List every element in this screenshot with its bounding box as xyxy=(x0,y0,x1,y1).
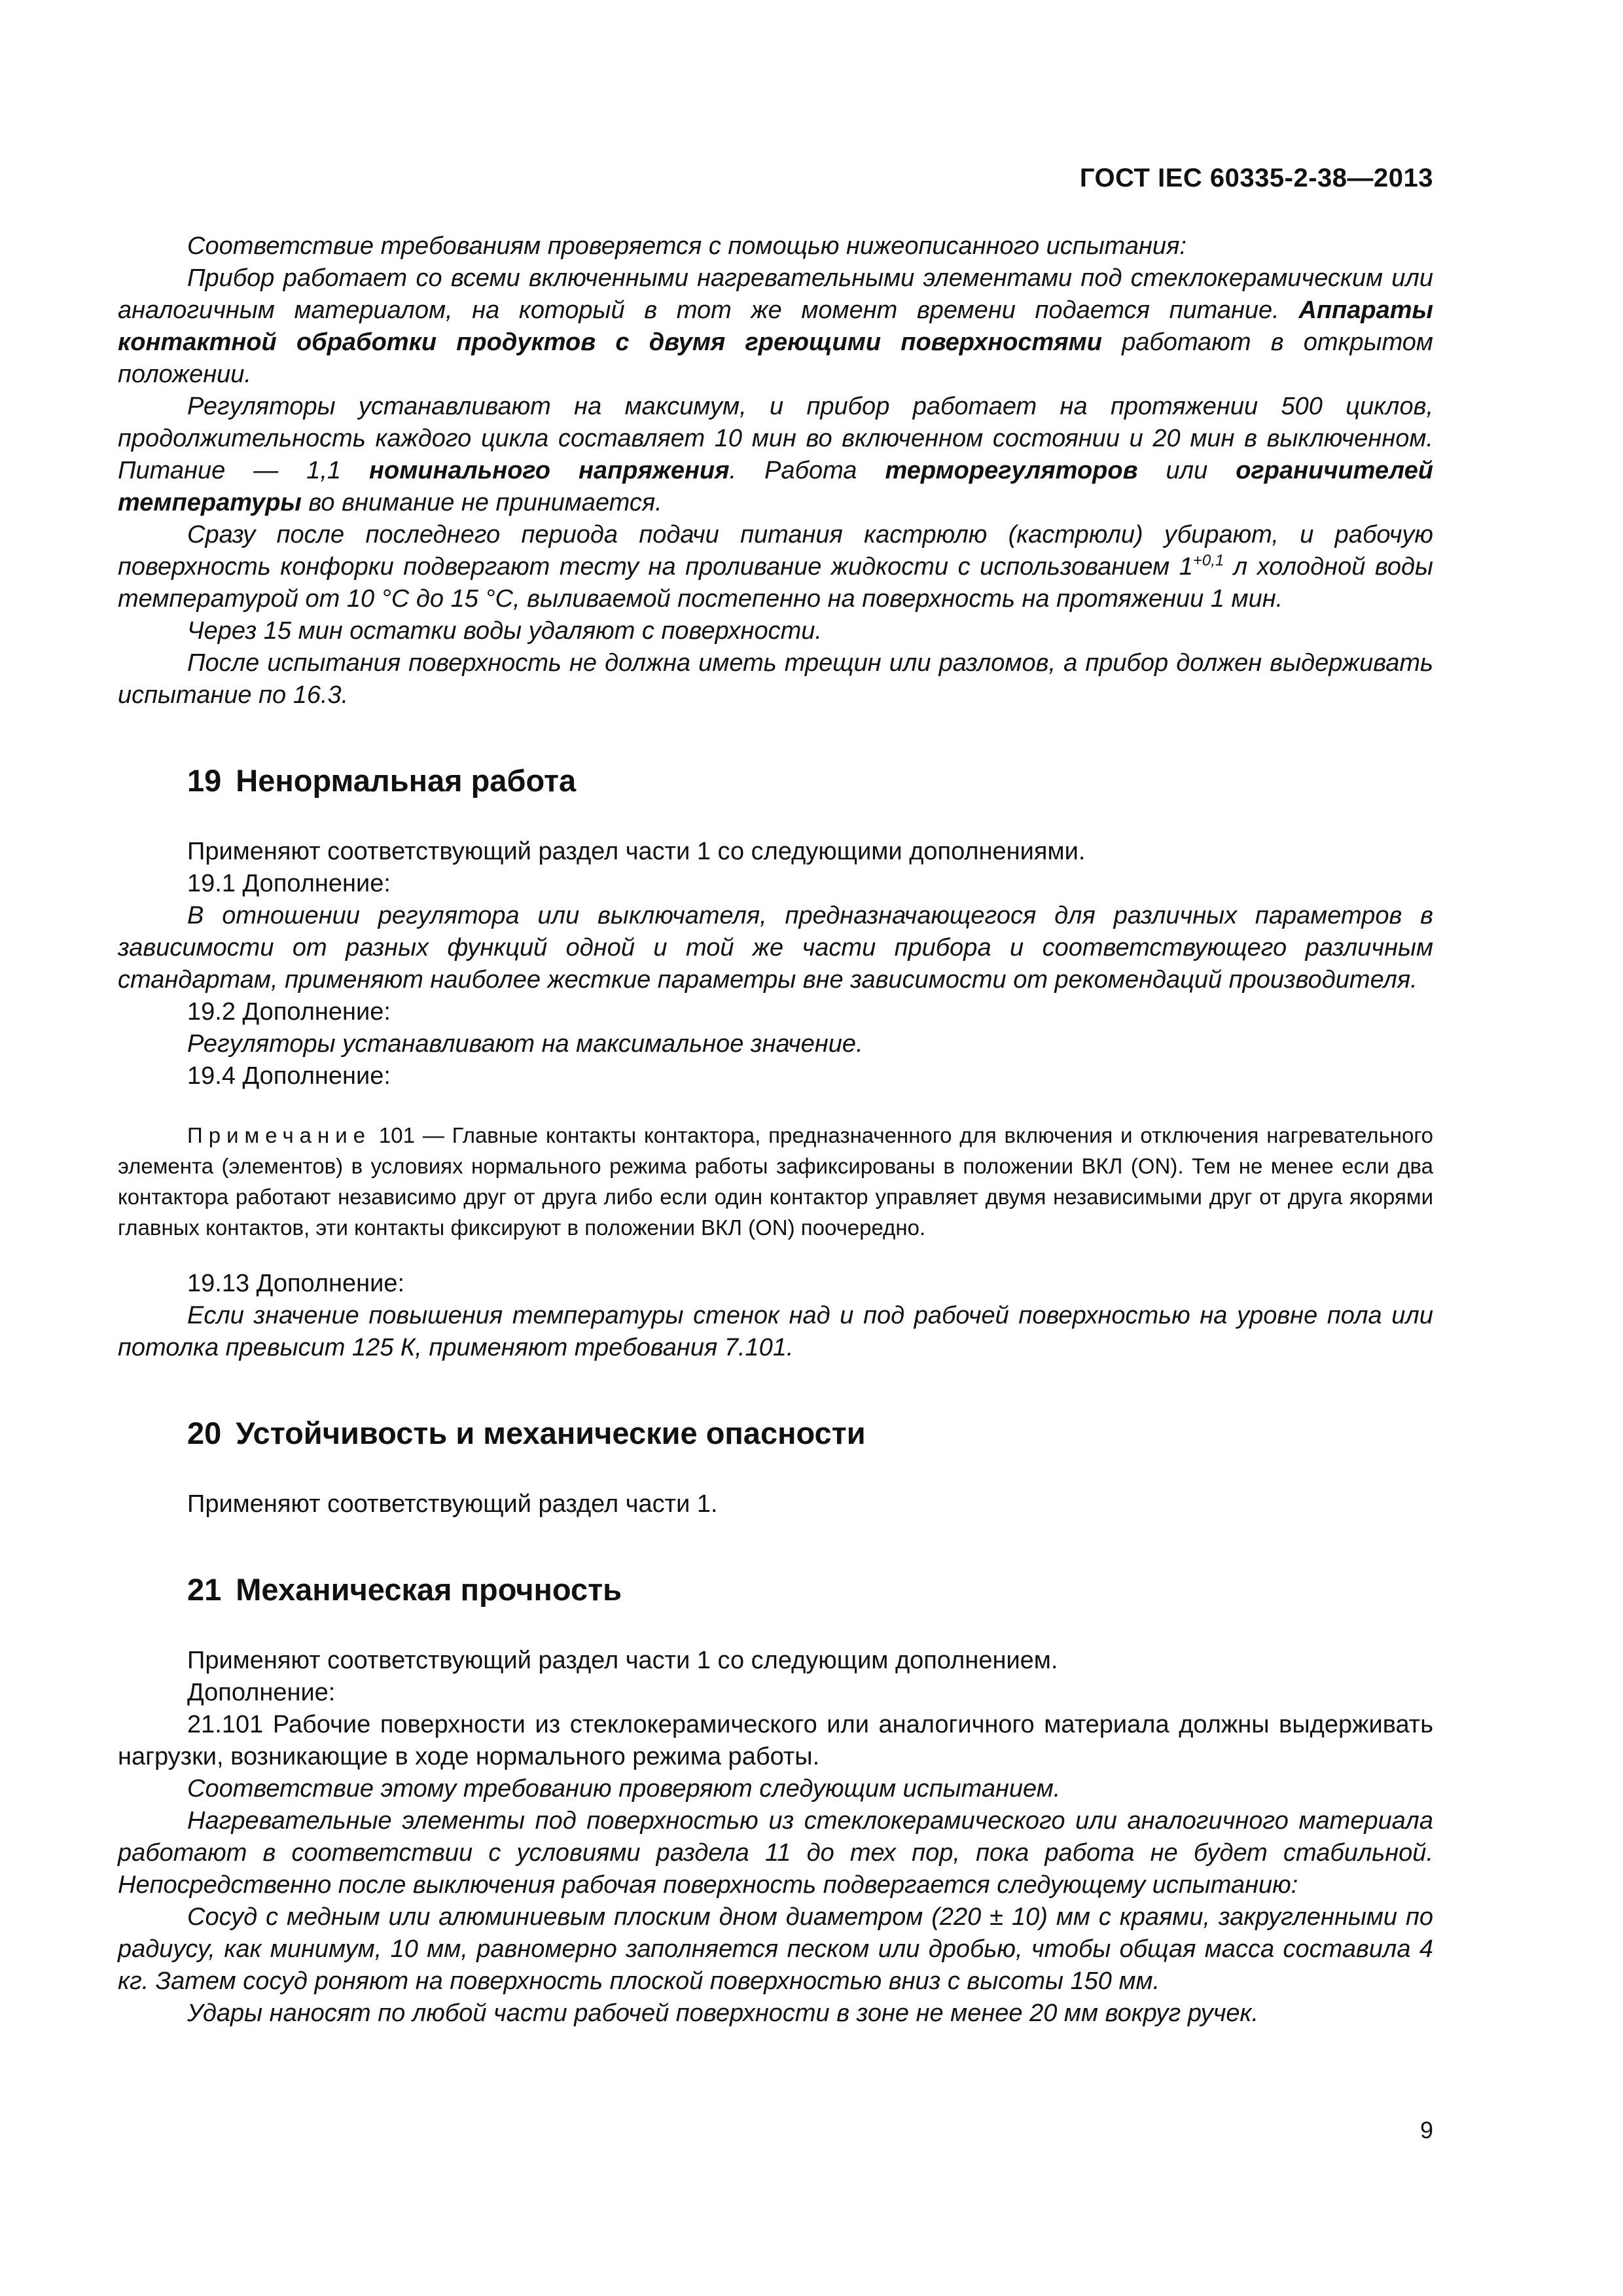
section-number: 21 xyxy=(187,1572,222,1607)
section-heading-19 xyxy=(187,762,1433,799)
defined-term: номинального напряжения xyxy=(369,457,730,484)
clause-19-13-heading: 19.13 Дополнение: xyxy=(187,1270,405,1297)
clause-19-2-text: Регуляторы устанавливают на максимальное значение. xyxy=(187,1030,863,1058)
section-21-intro: Применяют соответствующий раздел части 1 со следующим дополнением. xyxy=(187,1647,1058,1674)
clause-19-1-text: В отношении регулятора или выключателя, предназначающегося для различных параметров в зависимости от разных функций одной и той же части прибора и соответствующего различным стандартам, применяют наиболее жесткие параметры вне зависимости от рекомендаций производителя. xyxy=(118,902,1433,994)
paragraph-water-removal: Через 15 мин остатки воды удаляют с поверхности. xyxy=(187,617,822,645)
section-heading-20 xyxy=(187,1415,1433,1452)
section-heading-21 xyxy=(187,1571,1433,1608)
section-number: 20 xyxy=(187,1416,222,1450)
defined-term: ограничителей температуры xyxy=(118,457,1433,516)
section-20-intro: Применяют соответствующий раздел части 1. xyxy=(187,1490,718,1518)
paragraph-regulators-cycles: Регуляторы устанавливают на максимум, и прибор работает на протяжении 500 циклов, продолжительность каждого цикла составляет 10 мин во включенном состоянии и 20 мин в выключенном. Питание — 1,1 номинального напряжения. Работа терморегуляторов или ограничителей температуры во внимание не принимается. xyxy=(118,393,1433,516)
section-number: 19 xyxy=(187,763,222,798)
page-number: 9 xyxy=(1419,2117,1433,2144)
document-body xyxy=(118,230,1433,2030)
section-title: Ненормальная работа xyxy=(236,763,577,798)
standard-header: ГОСТ IEC 60335-2-38—2013 xyxy=(1079,164,1433,192)
section-21-addition-heading: Дополнение: xyxy=(187,1679,336,1706)
clause-19-4-heading: 19.4 Дополнение: xyxy=(187,1062,391,1090)
defined-term: терморегуляторов xyxy=(885,457,1138,484)
paragraph-post-test-result: После испытания поверхность не должна иметь трещин или разломов, а прибор должен выдерживать испытание по 16.3. xyxy=(118,649,1433,709)
clause-21-101-text: 21.101 Рабочие поверхности из стеклокерамического или аналогичного материала должны выдерживать нагрузки, возникающие в ходе нормального режима работы. xyxy=(118,1711,1433,1770)
section-19-intro: Применяют соответствующий раздел части 1 со следующими дополнениями. xyxy=(187,838,1086,865)
section-title: Механическая прочность xyxy=(236,1572,622,1607)
test-vessel-drop-paragraph: Сосуд с медным или алюминиевым плоским дном диаметром (220 ± 10) мм с краями, закругленными по радиусу, как минимум, 10 мм, равномерно заполняется песком или дробью, чтобы общая масса составила 4 кг. Затем сосуд роняют на поверхность плоской поверхностью вниз с высоты 150 мм. xyxy=(118,1903,1433,1995)
paragraph-compliance-check: Соответствие требованиям проверяется с помощью нижеописанного испытания: xyxy=(187,232,1186,260)
clause-19-1-heading: 19.1 Дополнение: xyxy=(187,870,391,897)
paragraph-appliance-operation: Прибор работает со всеми включенными нагревательными элементами под стеклокерамическим или аналогичным материалом, на который в тот же момент времени подается питание. Аппараты контактной обработки продуктов с двумя греющими поверхностями работают в открытом положении. xyxy=(118,264,1433,388)
tolerance-superscript: +0,1 xyxy=(1192,552,1224,569)
test-impacts-paragraph: Удары наносят по любой части рабочей поверхности в зоне не менее 20 мм вокруг ручек. xyxy=(187,2000,1259,2027)
test-heating-elements-paragraph: Нагревательные элементы под поверхностью из стеклокерамического или аналогичного материала работают в соответствии с условиями раздела 11 до тех пор, пока работа не будет стабильной. Непосредственно после выключения рабочая поверхность подвергается следующему испытанию: xyxy=(118,1807,1433,1899)
note-text: 101 — Главные контакты контактора, предназначенного для включения и отключения нагревательного элемента (элементов) в условиях нормального режима работы зафиксированы в положении ВКЛ (ON). Тем не менее если два контактора работают независимо друг от друга либо если один контактор управляет двумя независимыми друг от друга якорями главных контактов, эти контакты фиксируют в положении ВКЛ (ON) поочередно. xyxy=(118,1123,1433,1240)
note-label: Примечание xyxy=(187,1123,372,1147)
clause-19-2-heading: 19.2 Дополнение: xyxy=(187,998,391,1026)
defined-term: Аппараты контактной обработки продуктов с двумя греющими поверхностями xyxy=(118,296,1433,356)
section-title: Устойчивость и механические опасности xyxy=(236,1416,866,1450)
test-compliance-paragraph: Соответствие этому требованию проверяют следующим испытанием. xyxy=(187,1775,1061,1803)
note-101 xyxy=(118,1120,1433,1243)
clause-19-13-text: Если значение повышения температуры стенок над и под рабочей поверхностью на уровне пола или потолка превысит 125 К, применяют требования 7.101. xyxy=(118,1302,1433,1361)
paragraph-spill-test: Сразу после последнего периода подачи питания кастрюлю (кастрюли) убирают, и рабочую поверхность конфорки подвергают тесту на проливание жидкости с использованием $1^{+0,1}$ л холодной воды температурой от 10 °С до 15 °С, выливаемой постепенно на поверхность на протяжении 1 мин. xyxy=(118,521,1433,613)
